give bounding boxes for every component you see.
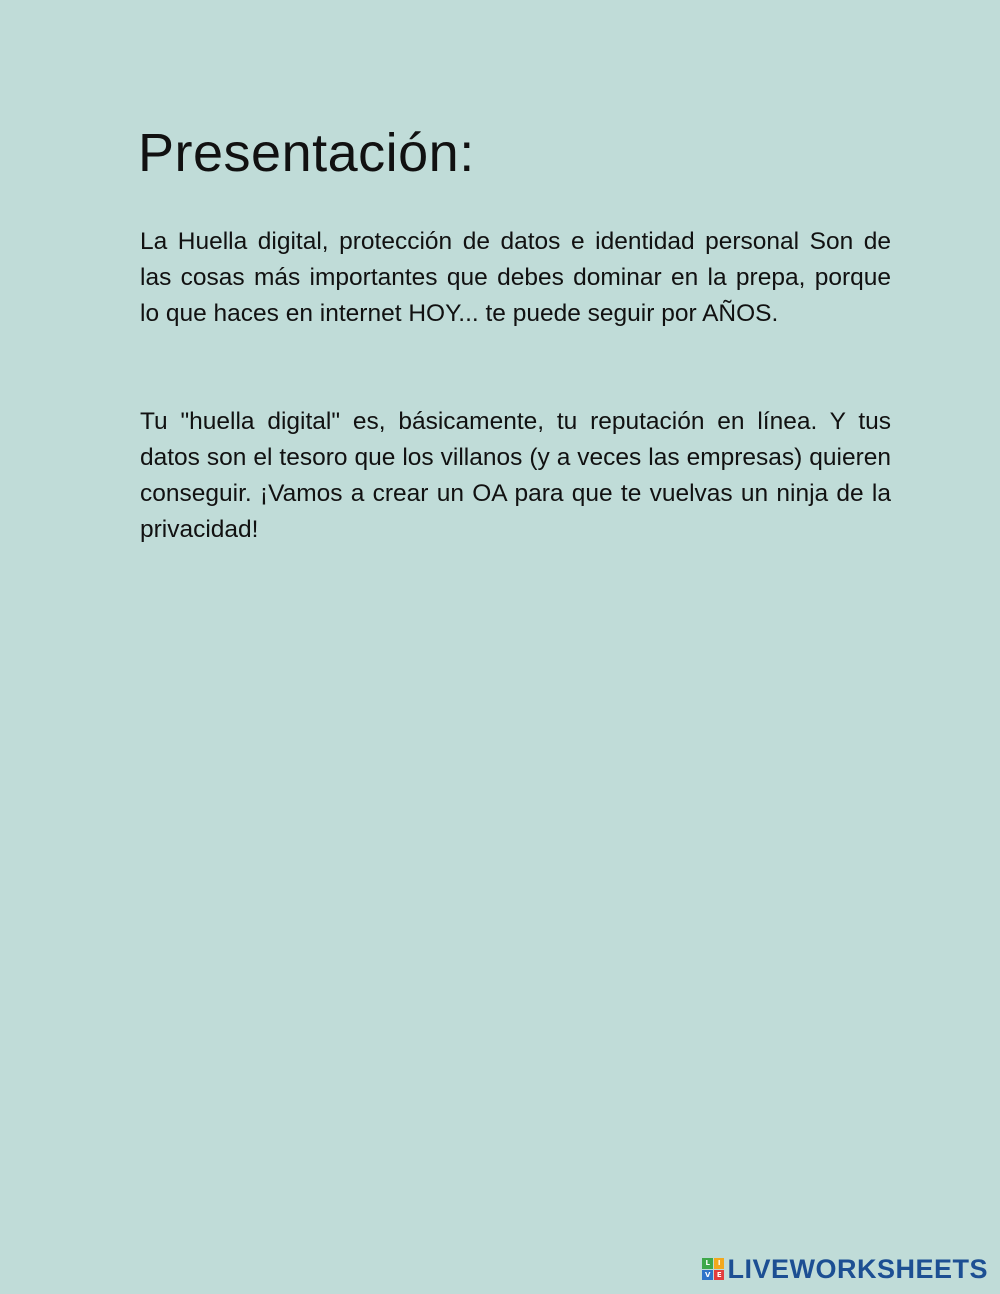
brand-name: LIVEWORKSHEETS [727,1254,988,1284]
page-title: Presentación: [138,123,475,183]
liveworksheets-logo-icon: L I V E [702,1258,724,1280]
intro-paragraph: La Huella digital, protección de datos e identidad personal Son de las cosas más importantes que debes dominar en la prepa, porque lo que haces en internet HOY... te puede seguir por AÑOS. [140,228,891,327]
liveworksheets-logo[interactable] [702,1254,988,1284]
digital-footprint-paragraph: Tu "huella digital" es, básicamente, tu reputación en línea. Y tus datos son el tesoro que los villanos (y a veces las empresas) quieren conseguir. ¡Vamos a crear un OA para que te vuelvas un ninja de la privacidad! [140,408,891,543]
